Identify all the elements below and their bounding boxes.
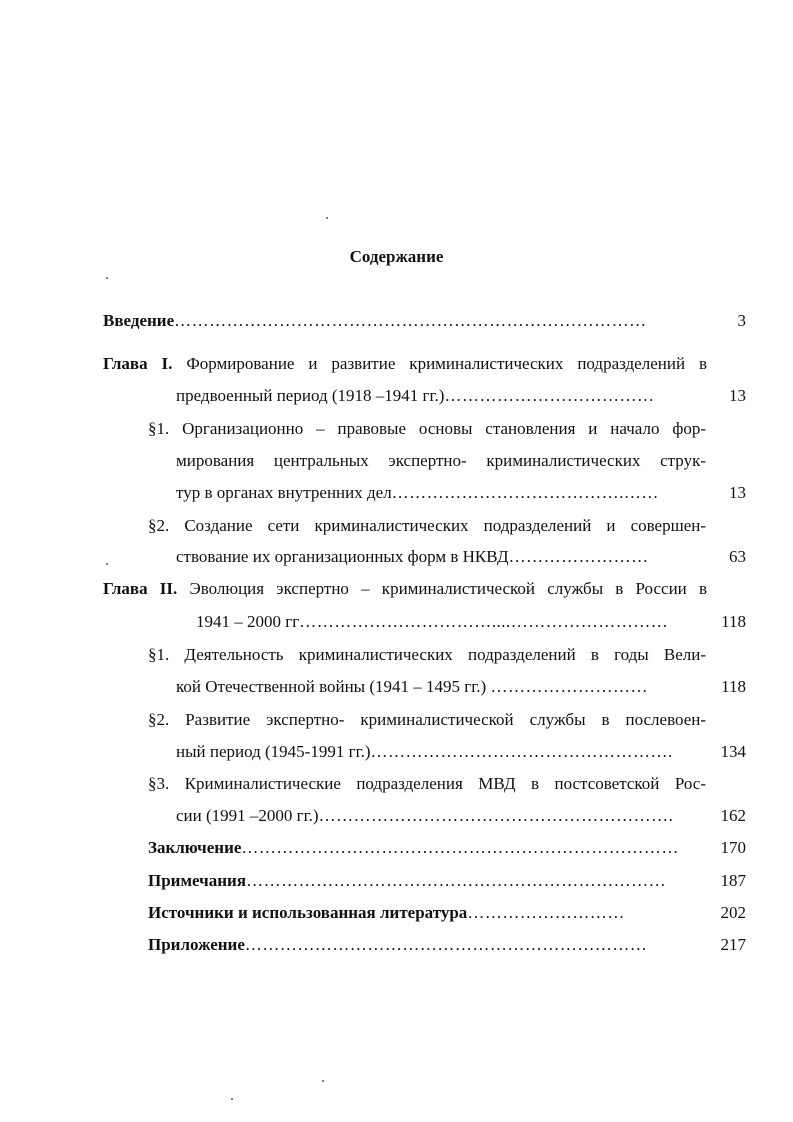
toc-entry-chapter-1-cont <box>176 386 706 406</box>
leader-dots: …………………… <box>508 547 649 566</box>
leader-dots: ……………………… <box>467 903 625 922</box>
page-number: 202 <box>720 903 746 922</box>
toc-text: Эволюция экспертно – криминалистической службы в России в <box>177 579 707 598</box>
page-number: 217 <box>720 935 746 954</box>
toc-heading: Введение <box>103 311 175 330</box>
scan-speck <box>231 1098 233 1100</box>
toc-entry-chapter-2 <box>103 579 707 599</box>
leader-dots: ………………………………………………………………… <box>241 838 679 857</box>
toc-text: Формирование и развитие криминалистических подразделений в <box>172 354 707 373</box>
page-number: 118 <box>721 612 746 631</box>
leader-dots: ……………………………………………………. <box>318 806 674 825</box>
toc-text: ный период (1945-1991 гг.) <box>176 742 371 761</box>
scan-speck <box>106 563 108 565</box>
toc-text: тур в органах внутренних дел <box>176 483 392 502</box>
toc-entry-ch2-sec2 <box>148 710 706 730</box>
leader-dots: ……………………… <box>490 677 648 696</box>
scan-speck <box>106 277 108 279</box>
toc-entry-chapter-2-cont <box>196 612 706 632</box>
toc-text: кой Отечественной войны (1941 – 1495 гг.) <box>176 677 491 696</box>
toc-entry-ch1-sec2-cont <box>176 547 706 567</box>
toc-text: §1. Организационно – правовые основы становления и начало фор- <box>148 419 706 438</box>
toc-entry-ch1-sec1 <box>148 419 706 439</box>
toc-text: 1941 – 2000 гг <box>196 612 300 631</box>
toc-text: ствование их организационных форм в НКВД <box>176 547 509 566</box>
toc-text: предвоенный период (1918 –1941 гг.) <box>176 386 445 405</box>
toc-heading: Приложение <box>148 935 245 954</box>
page-number: 63 <box>729 547 746 566</box>
toc-entry-introduction <box>103 311 703 331</box>
toc-entry-ch1-sec2 <box>148 516 706 536</box>
leader-dots: ……………………………………………………………………… <box>174 311 647 330</box>
toc-entry-ch1-sec1-cont2 <box>176 483 706 503</box>
scan-speck <box>326 217 328 219</box>
page-number: 162 <box>720 806 746 825</box>
toc-entry-ch2-sec1 <box>148 645 706 665</box>
leader-dots: ……………………………....……………………… <box>299 612 669 631</box>
leader-dots: ………………………………….…… <box>391 483 659 502</box>
scan-speck <box>322 1080 324 1082</box>
toc-entry-ch2-sec3-cont <box>176 806 706 826</box>
toc-entry-sources <box>148 903 693 923</box>
toc-text: сии (1991 –2000 гг.) <box>176 806 319 825</box>
page-number: 170 <box>720 838 746 857</box>
toc-entry-ch2-sec1-cont <box>176 677 706 697</box>
page-number: 134 <box>720 742 746 761</box>
toc-entry-conclusion <box>148 838 706 858</box>
toc-text: §2. Создание сети криминалистических подразделений и совершен- <box>148 516 706 535</box>
toc-text: §3. Криминалистические подразделения МВД в постсоветской Рос- <box>148 774 706 793</box>
page-number: 187 <box>720 871 746 890</box>
leader-dots: ……………………………………………. <box>370 742 673 761</box>
toc-text: §2. Развитие экспертно- криминалистической службы в послевоен- <box>148 710 706 729</box>
toc-heading: Источники и использованная литература <box>148 903 468 922</box>
toc-entry-notes <box>148 871 706 891</box>
page-number: 118 <box>721 677 746 696</box>
toc-text: §1. Деятельность криминалистических подразделений в годы Вели- <box>148 645 706 664</box>
leader-dots: ……………………………… <box>444 386 655 405</box>
toc-entry-ch2-sec3 <box>148 774 706 794</box>
toc-entry-ch1-sec1-cont <box>176 451 706 471</box>
page-number: 13 <box>729 483 746 502</box>
toc-heading: Глава I. <box>103 354 173 373</box>
page-title: Содержание <box>349 247 444 266</box>
page-number: 13 <box>729 386 746 405</box>
toc-entry-chapter-1 <box>103 354 707 374</box>
toc-heading: Заключение <box>148 838 242 857</box>
toc-entry-ch2-sec2-cont <box>176 742 706 762</box>
toc-entry-appendix <box>148 935 688 955</box>
leader-dots: ……………………………………………………………… <box>246 871 667 890</box>
leader-dots: …………………………………………………………… <box>244 935 648 954</box>
toc-heading: Глава II. <box>103 579 178 598</box>
toc-text: мирования центральных экспертно- криминалистических струк- <box>176 451 706 470</box>
page-number: 3 <box>737 311 746 330</box>
toc-heading: Примечания <box>148 871 247 890</box>
